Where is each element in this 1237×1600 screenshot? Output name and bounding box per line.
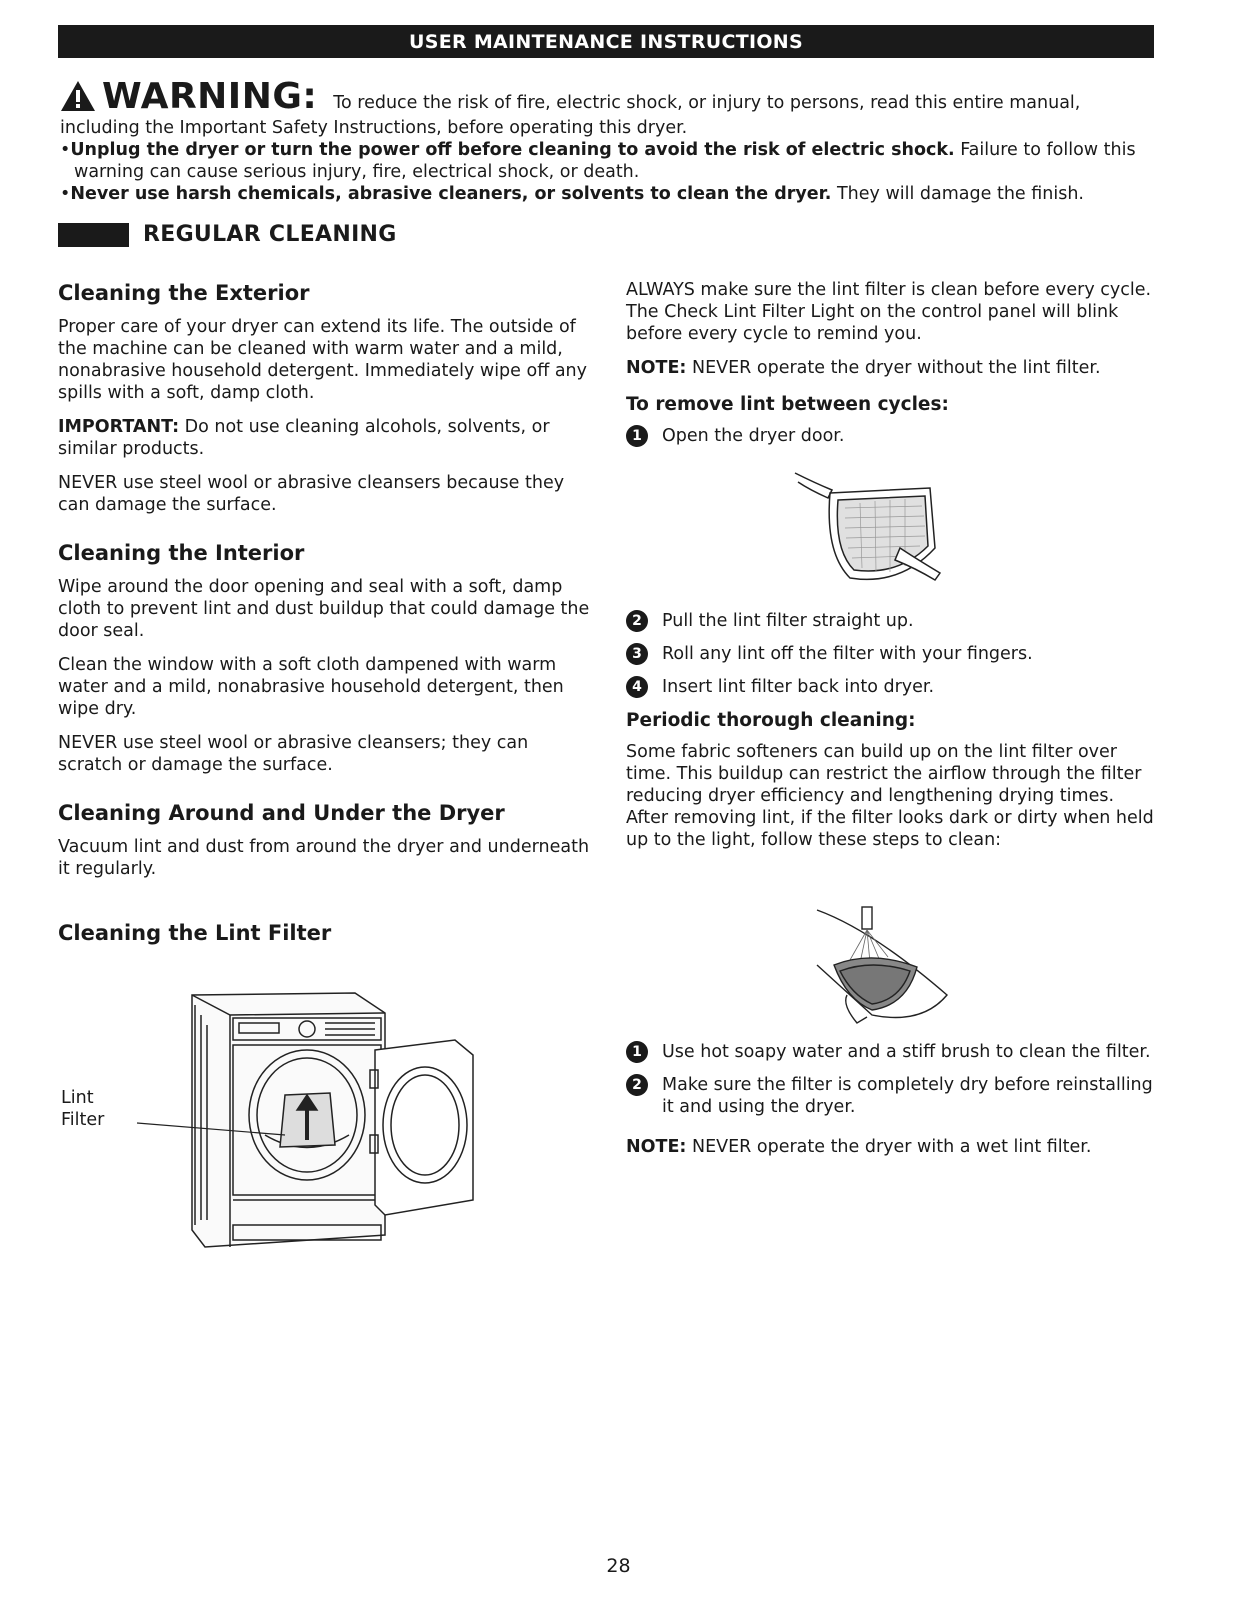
step-number-badge: 2 (626, 610, 648, 632)
interior-p2: Clean the window with a soft cloth dampened with warm water and a mild, nonabrasive household detergent, then wipe dry. (58, 655, 564, 719)
warning-triangle-icon (60, 80, 96, 112)
dryer-open-door-illustration (135, 985, 485, 1260)
interior-p3: NEVER use steel wool or abrasive cleansers; they can scratch or damage the surface. (58, 733, 529, 775)
step-number-badge: 2 (626, 1074, 648, 1096)
step-text: Use hot soapy water and a stiff brush to clean the filter. (662, 1042, 1151, 1062)
step-text: Insert lint filter back into dryer. (662, 677, 935, 697)
left-column (58, 280, 593, 956)
step-text: Roll any lint off the filter with your fingers. (662, 644, 1033, 664)
step-text: Pull the lint filter straight up. (662, 611, 914, 631)
warning-bullet-2: •Never use harsh chemicals, abrasive cleaners, or solvents to clean the dryer. They will damage the finish. (60, 184, 1084, 204)
note-2-label: NOTE: (626, 1137, 687, 1157)
warning-title-line (60, 76, 1160, 117)
around-p1: Vacuum lint and dust from around the dryer and underneath it regularly. (58, 837, 590, 879)
step-number-badge: 1 (626, 1041, 648, 1063)
filter-washing-illustration (812, 905, 952, 1033)
remove-step-3 (626, 643, 1156, 665)
right-column (626, 279, 1156, 1170)
right-p1: ALWAYS make sure the lint filter is clean before every cycle. The Check Lint Filter Light on the control panel will blink before every cycle to remind you. (626, 280, 1152, 344)
warning-box (60, 76, 1160, 205)
step-number-badge: 1 (626, 425, 648, 447)
page-number: 28 (606, 1555, 631, 1577)
section-block-decoration (58, 223, 129, 247)
lint-filter-label-line1: Lint (61, 1088, 94, 1108)
lint-filter-label-line2: Filter (61, 1110, 105, 1130)
interior-heading: Cleaning the Interior (58, 541, 305, 565)
remove-lint-heading: To remove lint between cycles: (626, 394, 949, 415)
note-1-text: NEVER operate the dryer without the lint filter. (686, 358, 1101, 378)
step-text: Open the dryer door. (662, 426, 845, 446)
remove-step-4 (626, 676, 1156, 698)
step-text: Make sure the filter is completely dry before reinstalling it and using the dryer. (662, 1075, 1153, 1117)
warning-bullet-1-rest: Failure to follow this warning can cause serious injury, fire, electrical shock, or death. (74, 140, 1136, 182)
note-1-label: NOTE: (626, 358, 687, 378)
warning-bullet-2-rest: They will damage the finish. (831, 184, 1084, 204)
exterior-p3: NEVER use steel wool or abrasive cleansers because they can damage the surface. (58, 473, 565, 515)
warning-intro-cont: including the Important Safety Instructions, before operating this dryer. (60, 118, 688, 138)
warning-bullet-1-bold: Unplug the dryer or turn the power off before cleaning to avoid the risk of electric shock. (70, 140, 955, 160)
around-heading: Cleaning Around and Under the Dryer (58, 801, 505, 825)
page-header-title: USER MAINTENANCE INSTRUCTIONS (409, 31, 803, 53)
clean-step-2 (626, 1074, 1156, 1118)
step-number-badge: 3 (626, 643, 648, 665)
exterior-important-text: Do not use cleaning alcohols, solvents, or similar products. (58, 417, 550, 459)
exterior-p2 (58, 416, 593, 460)
periodic-p: Some fabric softeners can build up on the lint filter over time. This buildup can restrict the airflow through the filter reducing dryer efficiency and lengthening drying times. After removing lint, if the filter looks dark or dirty when held up to the light, follow these steps to clean: (626, 742, 1154, 850)
page-header-bar (58, 25, 1154, 58)
note-1 (626, 357, 1156, 379)
clean-step-1 (626, 1041, 1156, 1063)
lint-heading: Cleaning the Lint Filter (58, 921, 332, 945)
warning-intro: To reduce the risk of fire, electric shock, or injury to persons, read this entire manual, (333, 93, 1081, 113)
lint-filter-removal-illustration (790, 468, 950, 593)
periodic-heading: Periodic thorough cleaning: (626, 710, 916, 731)
note-2 (626, 1136, 1156, 1158)
warning-bullet-2-bold: Never use harsh chemicals, abrasive cleaners, or solvents to clean the dryer. (70, 184, 832, 204)
section-title: REGULAR CLEANING (143, 222, 397, 247)
remove-step-2 (626, 610, 1156, 632)
section-header (58, 222, 397, 247)
interior-p1: Wipe around the door opening and seal with a soft, damp cloth to prevent lint and dust buildup that could damage the door seal. (58, 577, 590, 641)
note-2-text: NEVER operate the dryer with a wet lint filter. (686, 1137, 1092, 1157)
exterior-heading: Cleaning the Exterior (58, 281, 310, 305)
remove-step-1 (626, 425, 1156, 447)
warning-bullet-1: •Unplug the dryer or turn the power off before cleaning to avoid the risk of electric shock. Failure to follow this warning can cause serious injury, fire, electrical shock, or death. (60, 140, 1136, 182)
lint-filter-label (61, 1087, 104, 1131)
warning-word: WARNING: (102, 76, 318, 117)
exterior-p1: Proper care of your dryer can extend its life. The outside of the machine can be cleaned with warm water and a mild, nonabrasive household detergent. Immediately wipe off any spills with a soft, damp cloth. (58, 317, 587, 403)
step-number-badge: 4 (626, 676, 648, 698)
exterior-important-label: IMPORTANT: (58, 417, 180, 437)
